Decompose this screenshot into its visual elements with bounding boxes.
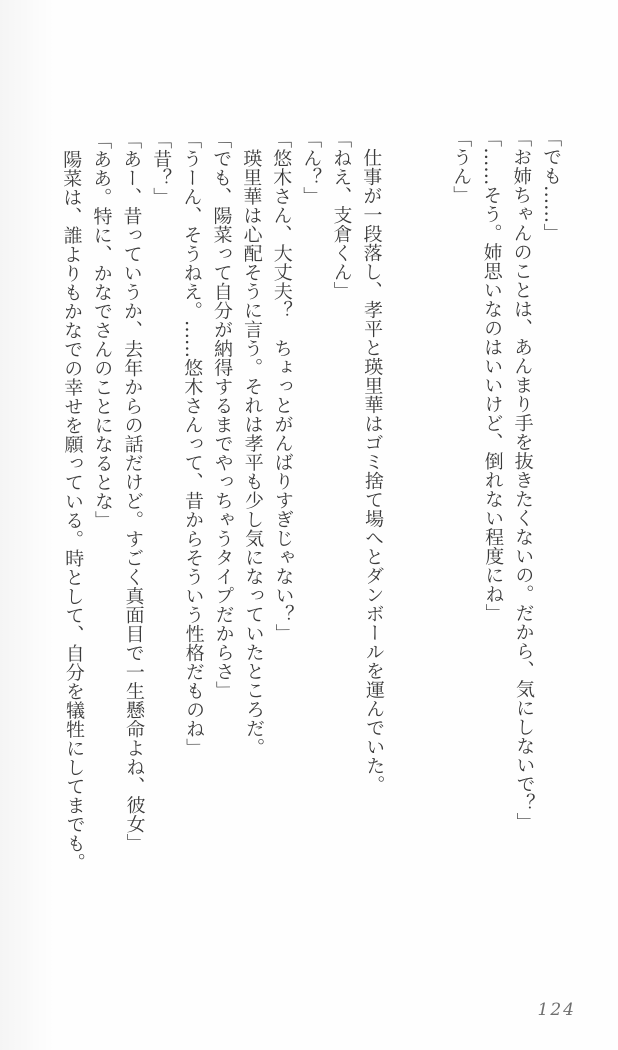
vertical-text-block [56,128,570,931]
dialogue-line: 「ねえ、支倉くん」 [330,129,353,301]
dialogue-line: 「あー、昔っていうか、去年からの話だけど。すごく真面目で一生懸命よね、彼女」 [120,130,146,853]
narration-line: 陽菜は、誰よりもかなでの幸せを願っている。時として、自分を犠牲にしてまでも。 [60,149,86,872]
dialogue-line: 「でも……」 [540,128,563,243]
scan-edge-shading [0,0,55,1050]
dialogue-line: 「ああ。特に、かなでさんのことになるとな」 [90,130,115,530]
dialogue-line: 「悠木さん、大丈夫？ ちょっとがんばりすぎじゃない？」 [270,129,295,643]
dialogue-line: 「ん？」 [300,129,323,206]
dialogue-line: 「うーん、そうねえ。……悠木さんって、昔からそういう性格だものね」 [180,129,206,758]
dialogue-line: 「うん」 [450,128,473,205]
narration-line: 瑛里華は心配そうに言う。それは孝平も少し気になっていたところだ。 [240,148,266,757]
dialogue-line: 「お姉ちゃんのことは、あんまり手を抜きたくないの。だから、気にしないで？」 [510,128,536,832]
dialogue-line: 「昔？」 [150,130,173,207]
dialogue-line: 「でも、陽菜って自分が納得するまでやっちゃうタイプだからさ」 [210,129,235,700]
dialogue-line: 「……そう。姉思いなのはいいけど、倒れない程度にね」 [480,128,505,623]
page-number: 124 [537,1000,576,1020]
narration-line: 仕事が一段落し、孝平と瑛里華はゴミ捨て場へとダンボールを運んでいた。 [360,147,386,795]
